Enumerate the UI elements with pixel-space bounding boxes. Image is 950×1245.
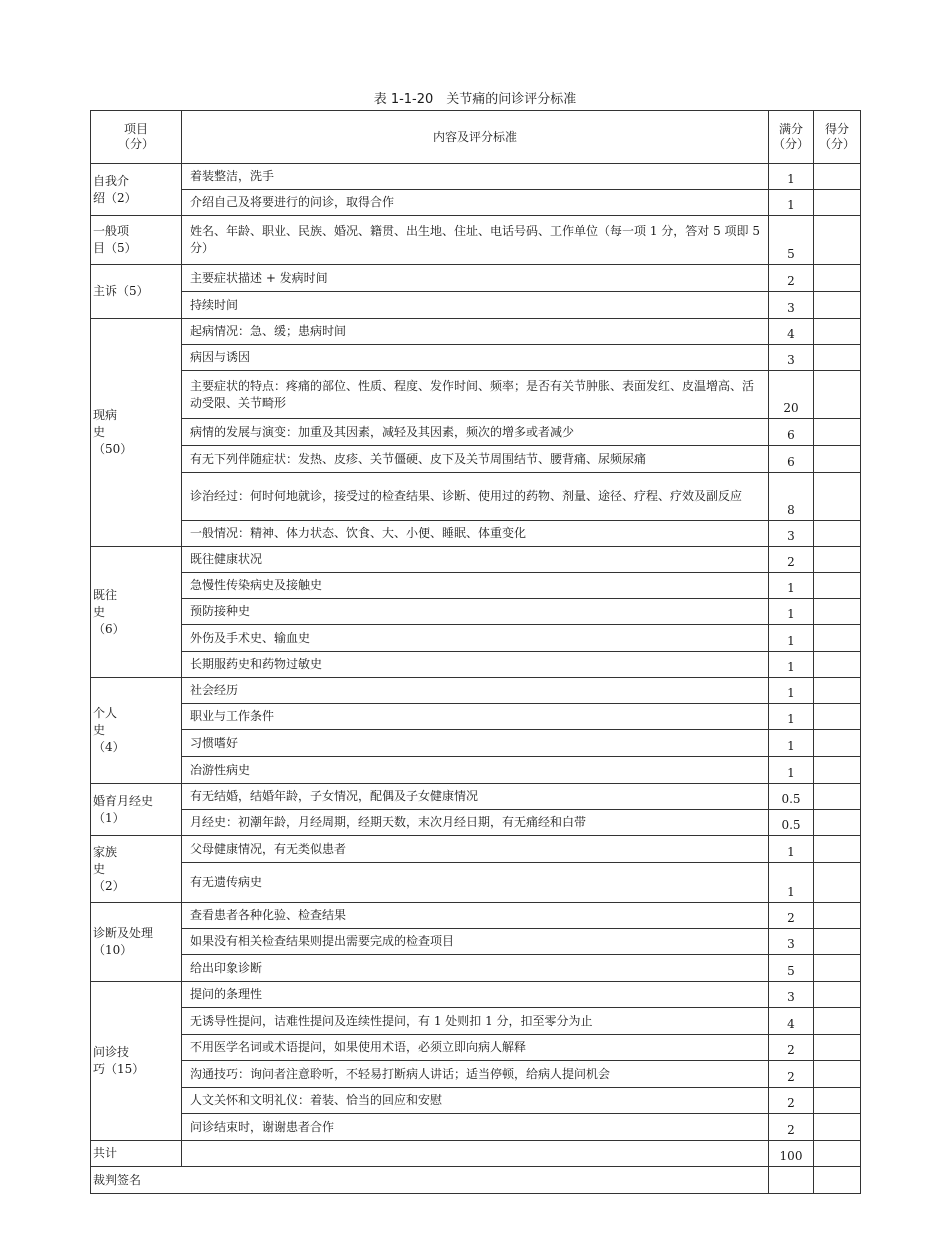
table-row <box>91 730 861 757</box>
section-label: 家族 史 （2） <box>91 836 182 903</box>
criterion-text: 诊治经过：何时何地就诊，接受过的检查结果、诊断、使用过的药物、剂量、途径、疗程、疗效及副反应 <box>182 473 769 521</box>
score-entry-cell[interactable] <box>814 625 861 652</box>
full-score-value: 1 <box>769 757 814 784</box>
score-entry-cell[interactable] <box>814 810 861 836</box>
score-entry-cell[interactable] <box>814 419 861 446</box>
criterion-text: 人文关怀和文明礼仪：着装、恰当的回应和安慰 <box>182 1088 769 1114</box>
header-full-score: 满分 （分） <box>769 111 814 164</box>
criterion-text: 冶游性病史 <box>182 757 769 784</box>
criterion-text: 一般情况：精神、体力状态、饮食、大、小便、睡眠、体重变化 <box>182 521 769 547</box>
table-row <box>91 652 861 678</box>
full-score-value: 5 <box>769 955 814 982</box>
table-row <box>91 863 861 903</box>
table-row <box>91 573 861 599</box>
score-entry-cell[interactable] <box>814 784 861 810</box>
table-row <box>91 473 861 521</box>
full-score-value: 1 <box>769 652 814 678</box>
criterion-text: 父母健康情况，有无类似患者 <box>182 836 769 863</box>
table-row <box>91 1114 861 1141</box>
score-entry-cell[interactable] <box>814 521 861 547</box>
criterion-text: 沟通技巧：询问者注意聆听，不轻易打断病人讲话；适当停顿，给病人提问机会 <box>182 1061 769 1088</box>
table-row <box>91 929 861 955</box>
full-score-value: 8 <box>769 473 814 521</box>
table-row <box>91 319 861 345</box>
criterion-text: 病因与诱因 <box>182 345 769 371</box>
full-score-value: 1 <box>769 164 814 190</box>
table-header-row <box>91 111 861 164</box>
criterion-text: 着装整洁，洗手 <box>182 164 769 190</box>
full-score-value: 2 <box>769 1035 814 1061</box>
criterion-text: 提问的条理性 <box>182 982 769 1008</box>
table-row <box>91 371 861 419</box>
section-label: 既往 史 （6） <box>91 547 182 678</box>
header-content: 内容及评分标准 <box>182 111 769 164</box>
full-score-value: 2 <box>769 547 814 573</box>
full-score-value: 1 <box>769 678 814 704</box>
criterion-text: 给出印象诊断 <box>182 955 769 982</box>
table-row <box>91 1008 861 1035</box>
score-entry-cell[interactable] <box>814 1114 861 1141</box>
criterion-text: 职业与工作条件 <box>182 704 769 730</box>
table-row <box>91 265 861 292</box>
score-entry-cell[interactable] <box>814 190 861 216</box>
table-row <box>91 419 861 446</box>
criterion-text: 病情的发展与演变：加重及其因素，减轻及其因素，频次的增多或者减少 <box>182 419 769 446</box>
table-row <box>91 757 861 784</box>
section-label: 主诉（5） <box>91 265 182 319</box>
table-row <box>91 164 861 190</box>
table-row <box>91 446 861 473</box>
total-content <box>182 1141 769 1167</box>
score-entry-cell[interactable] <box>814 216 861 265</box>
full-score-value: 2 <box>769 265 814 292</box>
table-row <box>91 784 861 810</box>
full-score-value: 1 <box>769 836 814 863</box>
score-entry-cell[interactable] <box>814 704 861 730</box>
score-entry-cell[interactable] <box>814 1008 861 1035</box>
full-score-value: 3 <box>769 292 814 319</box>
score-entry-cell[interactable] <box>814 292 861 319</box>
score-entry-cell[interactable] <box>814 863 861 903</box>
score-entry-cell[interactable] <box>814 652 861 678</box>
full-score-value: 1 <box>769 573 814 599</box>
full-score-value: 4 <box>769 319 814 345</box>
total-label: 共计 <box>91 1141 182 1167</box>
criterion-text: 持续时间 <box>182 292 769 319</box>
table-row <box>91 955 861 982</box>
full-score-value: 4 <box>769 1008 814 1035</box>
criterion-text: 外伤及手术史、输血史 <box>182 625 769 652</box>
score-entry-cell[interactable] <box>814 547 861 573</box>
signature-full-cell <box>769 1167 814 1194</box>
table-row <box>91 547 861 573</box>
score-entry-cell[interactable] <box>814 446 861 473</box>
table-body <box>91 164 861 1194</box>
signature-row <box>91 1167 861 1194</box>
full-score-value: 3 <box>769 345 814 371</box>
full-score-value: 1 <box>769 190 814 216</box>
table-row <box>91 1061 861 1088</box>
criterion-text: 起病情况：急、缓；患病时间 <box>182 319 769 345</box>
score-entry-cell[interactable] <box>814 1035 861 1061</box>
table-row <box>91 1035 861 1061</box>
section-label: 婚育月经史 （1） <box>91 784 182 836</box>
score-entry-cell[interactable] <box>814 929 861 955</box>
score-entry-cell[interactable] <box>814 678 861 704</box>
full-score-value: 1 <box>769 625 814 652</box>
section-label: 自我介 绍（2） <box>91 164 182 216</box>
score-entry-cell[interactable] <box>814 836 861 863</box>
score-entry-cell[interactable] <box>814 903 861 929</box>
criterion-text: 介绍自己及将要进行的问诊，取得合作 <box>182 190 769 216</box>
score-entry-cell[interactable] <box>814 982 861 1008</box>
criterion-text: 问诊结束时，谢谢患者合作 <box>182 1114 769 1141</box>
criterion-text: 主要症状描述 + 发病时间 <box>182 265 769 292</box>
full-score-value: 3 <box>769 982 814 1008</box>
table-row <box>91 810 861 836</box>
criterion-text: 月经史：初潮年龄，月经周期，经期天数，末次月经日期，有无痛经和白带 <box>182 810 769 836</box>
full-score-value: 2 <box>769 1061 814 1088</box>
criterion-text: 主要症状的特点：疼痛的部位、性质、程度、发作时间、频率；是否有关节肿胀、表面发红、皮温增高、活动受限、关节畸形 <box>182 371 769 419</box>
score-entry-cell[interactable] <box>814 319 861 345</box>
criterion-text: 不用医学名词或术语提问，如果使用术语，必须立即向病人解释 <box>182 1035 769 1061</box>
section-label: 问诊技 巧（15） <box>91 982 182 1141</box>
criterion-text: 既往健康状况 <box>182 547 769 573</box>
table-row <box>91 345 861 371</box>
total-full-score: 100 <box>769 1141 814 1167</box>
table-row <box>91 292 861 319</box>
section-label: 现病 史 （50） <box>91 319 182 547</box>
table-row <box>91 982 861 1008</box>
table-caption: 表 1-1-20 关节痛的问诊评分标准 <box>373 92 577 107</box>
score-entry-cell[interactable] <box>814 473 861 521</box>
score-entry-cell[interactable] <box>814 164 861 190</box>
table-row <box>91 678 861 704</box>
full-score-value: 1 <box>769 863 814 903</box>
full-score-value: 6 <box>769 419 814 446</box>
table-row <box>91 836 861 863</box>
table-row <box>91 216 861 265</box>
criterion-text: 有无结婚，结婚年龄，子女情况，配偶及子女健康情况 <box>182 784 769 810</box>
criterion-text: 长期服药史和药物过敏史 <box>182 652 769 678</box>
full-score-value: 1 <box>769 599 814 625</box>
table-row <box>91 190 861 216</box>
criterion-text: 无诱导性提问，诘难性提问及连续性提问，有 1 处则扣 1 分，扣至零分为止 <box>182 1008 769 1035</box>
header-score: 得分 （分） <box>814 111 861 164</box>
full-score-value: 2 <box>769 1114 814 1141</box>
full-score-value: 0.5 <box>769 810 814 836</box>
criterion-text: 查看患者各种化验、检查结果 <box>182 903 769 929</box>
section-label: 诊断及处理 （10） <box>91 903 182 982</box>
criterion-text: 如果没有相关检查结果则提出需要完成的检查项目 <box>182 929 769 955</box>
signature-label: 裁判签名 <box>91 1167 769 1194</box>
table-row <box>91 521 861 547</box>
full-score-value: 0.5 <box>769 784 814 810</box>
total-score-cell[interactable] <box>814 1141 861 1167</box>
full-score-value: 1 <box>769 730 814 757</box>
score-entry-cell[interactable] <box>814 730 861 757</box>
full-score-value: 5 <box>769 216 814 265</box>
total-row <box>91 1141 861 1167</box>
criterion-text: 有无遗传病史 <box>182 863 769 903</box>
table-row <box>91 625 861 652</box>
section-label: 个人 史 （4） <box>91 678 182 784</box>
criterion-text: 有无下列伴随症状：发热、皮疹、关节僵硬、皮下及关节周围结节、腰背痛、尿频尿痛 <box>182 446 769 473</box>
table-row <box>91 704 861 730</box>
full-score-value: 6 <box>769 446 814 473</box>
full-score-value: 20 <box>769 371 814 419</box>
score-entry-cell[interactable] <box>814 573 861 599</box>
score-entry-cell[interactable] <box>814 955 861 982</box>
table-row <box>91 599 861 625</box>
full-score-value: 1 <box>769 704 814 730</box>
table-row <box>91 903 861 929</box>
score-entry-cell[interactable] <box>814 1061 861 1088</box>
signature-cell[interactable] <box>814 1167 861 1194</box>
full-score-value: 3 <box>769 929 814 955</box>
full-score-value: 3 <box>769 521 814 547</box>
section-label: 一般项 目（5） <box>91 216 182 265</box>
criterion-text: 姓名、年龄、职业、民族、婚况、籍贯、出生地、住址、电话号码、工作单位（每一项 1 分，答对 5 项即 5 分） <box>182 216 769 265</box>
score-entry-cell[interactable] <box>814 757 861 784</box>
score-entry-cell[interactable] <box>814 599 861 625</box>
criterion-text: 习惯嗜好 <box>182 730 769 757</box>
score-entry-cell[interactable] <box>814 1088 861 1114</box>
score-entry-cell[interactable] <box>814 371 861 419</box>
criterion-text: 社会经历 <box>182 678 769 704</box>
scoring-table <box>90 110 861 1194</box>
full-score-value: 2 <box>769 1088 814 1114</box>
criterion-text: 急慢性传染病史及接触史 <box>182 573 769 599</box>
criterion-text: 预防接种史 <box>182 599 769 625</box>
score-entry-cell[interactable] <box>814 265 861 292</box>
score-entry-cell[interactable] <box>814 345 861 371</box>
header-item: 项目 （分） <box>91 111 182 164</box>
table-row <box>91 1088 861 1114</box>
full-score-value: 2 <box>769 903 814 929</box>
